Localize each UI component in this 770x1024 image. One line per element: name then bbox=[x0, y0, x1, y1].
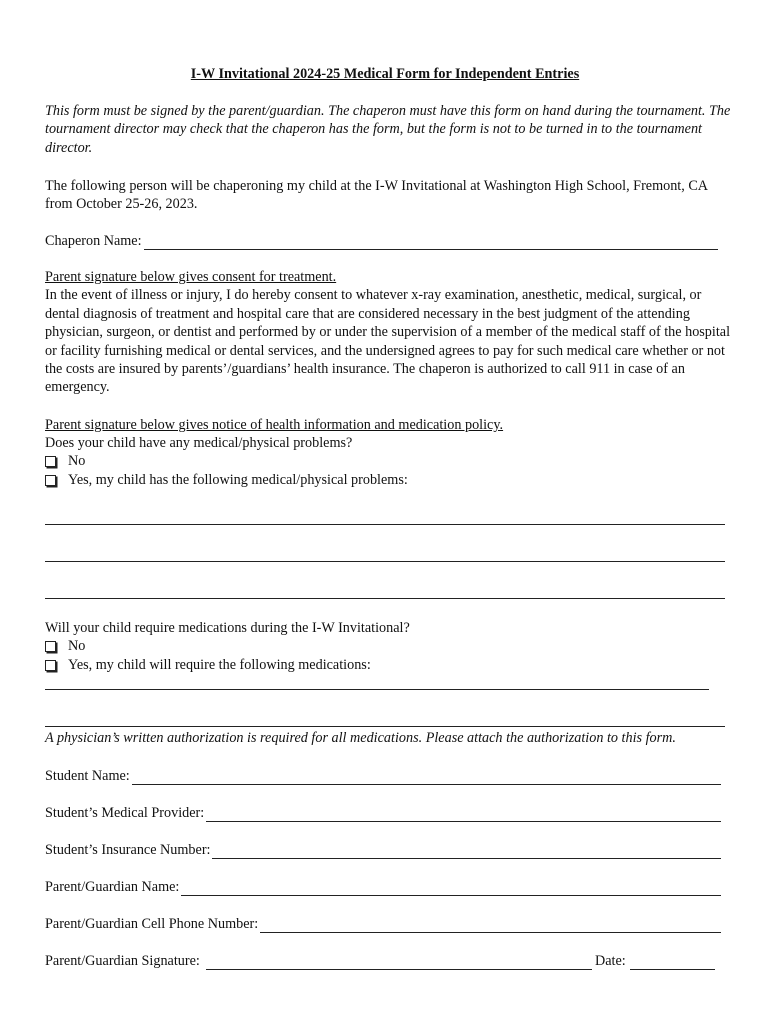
checkbox-icon[interactable] bbox=[45, 641, 56, 652]
student-name-label: Student Name: bbox=[45, 767, 130, 784]
chaperon-name-label: Chaperon Name: bbox=[45, 232, 142, 249]
date-field[interactable] bbox=[595, 951, 715, 970]
guardian-name-line[interactable] bbox=[181, 881, 721, 896]
insurance-number-field[interactable] bbox=[45, 840, 721, 859]
intro-instructions: This form must be signed by the parent/guardian. The chaperon must have this form on hand during the tournament. The tournament director may check that the chaperon has the form, but the form is not to be turned in to the tournament director. bbox=[45, 103, 731, 156]
health-problems-line-1[interactable] bbox=[45, 524, 725, 525]
guardian-signature-field[interactable] bbox=[45, 951, 592, 970]
medical-provider-line[interactable] bbox=[206, 807, 721, 822]
insurance-number-label: Student’s Insurance Number: bbox=[45, 841, 211, 858]
medications-option-no-label: No bbox=[68, 638, 86, 654]
checkbox-icon[interactable] bbox=[45, 660, 56, 671]
health-option-no[interactable] bbox=[45, 452, 85, 470]
medications-option-yes[interactable] bbox=[45, 656, 371, 674]
medications-question: Will your child require medications during the I-W Invitational? bbox=[45, 620, 410, 636]
physician-authorization-note: A physician’s written authorization is required for all medications. Please attach the authorization to this form. bbox=[45, 730, 676, 746]
date-label: Date: bbox=[595, 952, 626, 969]
checkbox-icon[interactable] bbox=[45, 456, 56, 467]
guardian-signature-line[interactable] bbox=[206, 955, 592, 970]
health-option-yes[interactable] bbox=[45, 471, 408, 489]
guardian-phone-field[interactable] bbox=[45, 914, 721, 933]
medical-provider-label: Student’s Medical Provider: bbox=[45, 804, 205, 821]
guardian-phone-label: Parent/Guardian Cell Phone Number: bbox=[45, 915, 259, 932]
medications-option-yes-label: Yes, my child will require the following medications: bbox=[68, 657, 371, 673]
health-option-yes-label: Yes, my child has the following medical/physical problems: bbox=[68, 472, 408, 488]
consent-body: In the event of illness or injury, I do hereby consent to whatever x-ray examination, anesthetic, medical, surgical, or dental diagnosis of treatment and hospital care that are considered necessary in the best judgment of the attending physician, surgeon, or dentist and performed by or under the supervision of a member of the medical staff of the hospital or facility furnishing medical or dental services, and the undersigned agrees to pay for such medical care whether or not the costs are insured by parents’/guardians’ health insurance. The chaperon is authorized to call 911 in case of an emergency. bbox=[45, 287, 731, 396]
consent-heading: Parent signature below gives consent for treatment. bbox=[45, 269, 337, 285]
health-option-no-label: No bbox=[68, 453, 86, 469]
form-title: I-W Invitational 2024-25 Medical Form for Independent Entries bbox=[190, 66, 580, 82]
chaperon-name-line[interactable] bbox=[144, 235, 718, 250]
insurance-number-line[interactable] bbox=[212, 844, 721, 859]
checkbox-icon[interactable] bbox=[45, 475, 56, 486]
health-heading: Parent signature below gives notice of health information and medication policy. bbox=[45, 417, 504, 433]
health-question: Does your child have any medical/physical problems? bbox=[45, 435, 353, 452]
medical-provider-field[interactable] bbox=[45, 803, 721, 822]
health-problems-line-3[interactable] bbox=[45, 598, 725, 599]
guardian-signature-label: Parent/Guardian Signature: bbox=[45, 952, 200, 969]
consent-section bbox=[45, 268, 735, 397]
medications-option-no[interactable] bbox=[45, 637, 85, 655]
guardian-name-label: Parent/Guardian Name: bbox=[45, 878, 180, 895]
medications-line-1[interactable] bbox=[45, 689, 709, 690]
medications-line-2[interactable] bbox=[45, 726, 725, 727]
guardian-name-field[interactable] bbox=[45, 877, 721, 896]
health-problems-line-2[interactable] bbox=[45, 561, 725, 562]
student-name-field[interactable] bbox=[45, 766, 721, 785]
guardian-phone-line[interactable] bbox=[260, 918, 721, 933]
chaperon-statement: The following person will be chaperoning my child at the I-W Invitational at Washington High School, Fremont, CA from October 25-26, 2023. bbox=[45, 178, 708, 213]
health-section bbox=[45, 416, 735, 453]
chaperon-name-field[interactable] bbox=[45, 231, 718, 250]
student-name-line[interactable] bbox=[132, 770, 721, 785]
date-line[interactable] bbox=[630, 955, 715, 970]
